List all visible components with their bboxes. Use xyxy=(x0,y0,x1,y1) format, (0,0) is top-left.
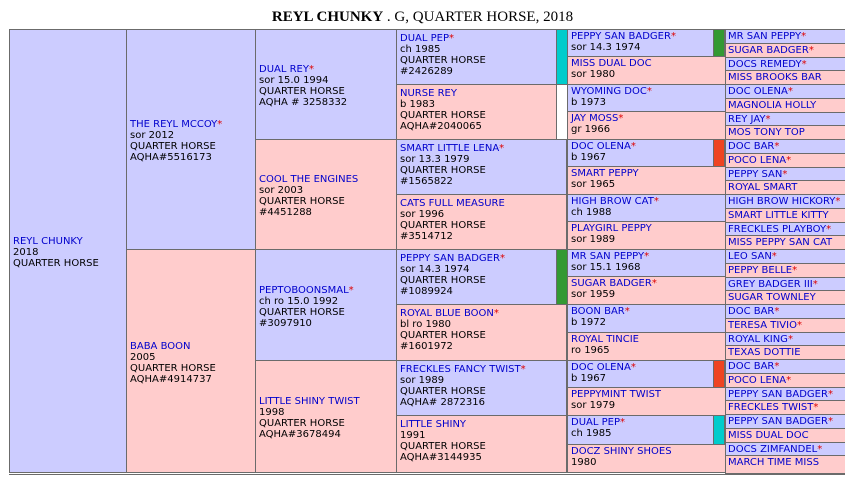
horse-detail: ch 1988 xyxy=(571,207,612,218)
horse-breed: QUARTER HORSE xyxy=(400,386,486,397)
horse-name-link[interactable]: LEO SAN xyxy=(728,251,772,262)
horse-registration: #3514712 xyxy=(400,231,453,242)
gen5-cell xyxy=(725,208,845,223)
horse-registration: AQHA#4914737 xyxy=(130,373,212,385)
horse-detail: b 1972 xyxy=(571,317,606,328)
gen5-cell xyxy=(725,345,845,360)
horse-breed: QUARTER HORSE xyxy=(259,196,345,207)
horse-detail: sor 2003 xyxy=(259,185,304,196)
horse-name-link[interactable]: SMART LITTLE KITTY xyxy=(728,210,829,221)
horse-name-link[interactable]: TERESA TIVIO xyxy=(728,320,797,331)
horse-registration: #4451288 xyxy=(259,207,312,218)
gen5-cell xyxy=(725,318,845,333)
horse-detail: sor 15.0 1994 xyxy=(259,75,329,86)
horse-registration: #1565822 xyxy=(400,176,453,187)
horse-detail: ch 1985 xyxy=(571,428,612,439)
star-marker: * xyxy=(796,320,802,331)
horse-breed: QUARTER HORSE xyxy=(400,110,486,121)
star-marker: * xyxy=(646,86,652,97)
horse-name-link[interactable]: SMART PEPPY xyxy=(571,168,639,179)
horse-name-link[interactable]: BOON BAR xyxy=(571,306,625,317)
star-marker: * xyxy=(630,362,636,373)
horse-name-link[interactable]: CATS FULL MEASURE xyxy=(400,198,505,209)
horse-detail: b 1983 xyxy=(400,99,435,110)
title-horse-name: REYL CHUNKY xyxy=(271,9,384,25)
star-marker: * xyxy=(801,59,807,70)
gen5-cell xyxy=(725,125,845,140)
horse-name-link[interactable]: PEPPY SAN BADGER xyxy=(571,31,671,42)
star-marker: * xyxy=(787,86,793,97)
horse-registration: #1089924 xyxy=(400,286,453,297)
horse-detail: 2005 xyxy=(130,351,156,363)
gen5-cell xyxy=(725,194,845,209)
horse-name-link[interactable]: MARCH TIME MISS xyxy=(728,457,820,468)
gen5-cell xyxy=(725,222,845,236)
gen5-cell xyxy=(725,98,845,113)
horse-detail: ch ro 15.0 1992 xyxy=(259,295,339,307)
gen5-cell xyxy=(725,290,845,305)
horse-name-link[interactable]: HIGH BROW CAT xyxy=(571,196,654,207)
gen5-cell xyxy=(725,359,845,374)
gen4-cell xyxy=(567,249,726,277)
gen4-cell xyxy=(567,194,726,222)
horse-breed: QUARTER HORSE xyxy=(130,141,216,152)
gen3-cell xyxy=(396,360,567,416)
star-marker: * xyxy=(651,278,657,289)
horse-name-link[interactable]: COOL THE ENGINES xyxy=(259,174,359,185)
horse-breed: QUARTER HORSE xyxy=(259,306,345,318)
inbreeding-marker-green xyxy=(713,29,725,57)
gen3-cell xyxy=(396,139,567,195)
horse-name-link[interactable]: LITTLE SHINY xyxy=(400,419,467,430)
star-marker: * xyxy=(449,33,454,44)
gen5-cell xyxy=(725,332,845,346)
star-marker: * xyxy=(309,64,314,75)
horse-name-link[interactable]: PEPPYMINT TWIST xyxy=(571,389,662,400)
horse-name-link[interactable]: DUAL REY xyxy=(259,64,309,75)
gen5-cell xyxy=(725,263,845,278)
horse-name-link[interactable]: ROYAL KING xyxy=(728,334,788,345)
horse-name-link[interactable]: FRECKLES FANCY TWIST xyxy=(400,364,521,375)
horse-name-link[interactable]: PEPPY SAN xyxy=(728,169,783,180)
gen5-cell xyxy=(725,304,845,319)
gen5-cell xyxy=(725,387,845,401)
gen5-cell xyxy=(725,277,845,291)
star-marker: * xyxy=(813,402,819,413)
horse-name-link[interactable]: MR SAN PEPPY xyxy=(571,251,645,262)
horse-name-link[interactable]: DOC OLENA xyxy=(571,362,631,373)
gen5-cell xyxy=(725,57,845,71)
horse-name-link[interactable]: HIGH BROW HICKORY xyxy=(728,196,836,207)
horse-detail: sor 15.1 1968 xyxy=(571,262,641,273)
star-marker: * xyxy=(808,45,814,56)
gen5-cell xyxy=(725,180,845,195)
star-marker: * xyxy=(801,31,807,42)
sire-name-link[interactable]: THE REYL MCCOY xyxy=(130,119,218,130)
title-details: . G, QUARTER HORSE, 2018 xyxy=(386,9,574,25)
subject-name-link[interactable]: REYL CHUNKY xyxy=(13,236,83,247)
star-marker: * xyxy=(630,141,636,152)
horse-breed: QUARTER HORSE xyxy=(400,275,486,286)
gen5-cell xyxy=(725,43,845,58)
gen3-cell xyxy=(396,29,557,85)
star-marker: * xyxy=(620,417,625,428)
horse-name-link[interactable]: GREY BADGER III xyxy=(728,279,813,290)
star-marker: * xyxy=(520,364,526,375)
star-marker: * xyxy=(835,196,841,207)
gen4-cell xyxy=(567,332,726,361)
horse-name-link[interactable]: PEPPY SAN BADGER xyxy=(728,389,828,400)
star-marker: * xyxy=(792,265,798,276)
sire-cell xyxy=(126,29,256,250)
star-marker: * xyxy=(774,141,780,152)
horse-name-link[interactable]: WYOMING DOC xyxy=(571,86,647,97)
horse-detail: sor 1979 xyxy=(571,400,616,411)
horse-registration: AQHA#2040065 xyxy=(400,121,482,132)
gen5-cell xyxy=(725,455,845,474)
horse-name-link[interactable]: POCO LENA xyxy=(728,375,787,386)
horse-name-link[interactable]: DOC OLENA xyxy=(571,141,631,152)
star-marker: * xyxy=(827,416,833,427)
gen2-cell xyxy=(255,249,397,361)
star-marker: * xyxy=(817,444,823,455)
horse-registration: AQHA# 2872316 xyxy=(400,397,485,408)
gen2-cell xyxy=(255,360,397,473)
horse-name-link[interactable]: FRECKLES TWIST xyxy=(728,402,814,413)
horse-name-link[interactable]: ROYAL TINCIE xyxy=(571,334,639,345)
star-marker: * xyxy=(499,253,505,264)
star-marker: * xyxy=(774,306,780,317)
star-marker: * xyxy=(618,113,624,124)
horse-detail: sor 1989 xyxy=(571,234,616,245)
gen5-cell xyxy=(725,139,845,154)
horse-detail: sor 1996 xyxy=(400,209,445,220)
horse-detail: 1980 xyxy=(571,457,597,468)
horse-registration: AQHA#3144935 xyxy=(400,452,482,463)
star-marker: * xyxy=(786,375,792,386)
horse-name-link[interactable]: FRECKLES PLAYBOY xyxy=(728,224,827,235)
horse-name-link[interactable]: NURSE REY xyxy=(400,88,457,99)
horse-name-link[interactable]: DOC BAR xyxy=(728,361,775,372)
gen4-cell xyxy=(567,387,726,416)
horse-breed: QUARTER HORSE xyxy=(259,418,345,429)
horse-name-link[interactable]: MISS DUAL DOC xyxy=(728,430,809,441)
table-bottom-border xyxy=(9,474,845,475)
horse-detail: sor 13.3 1979 xyxy=(400,154,470,165)
horse-name-link[interactable]: MISS PEPPY SAN CAT xyxy=(728,237,833,248)
gen5-cell xyxy=(725,249,845,264)
gen5-cell xyxy=(725,84,845,99)
horse-registration: AQHA#3678494 xyxy=(259,429,341,440)
gen3-cell xyxy=(396,249,557,305)
horse-registration: AQHA#5516173 xyxy=(130,152,212,163)
horse-name-link[interactable]: LITTLE SHINY TWIST xyxy=(259,396,360,407)
gen3-cell xyxy=(396,84,557,140)
horse-breed: QUARTER HORSE xyxy=(400,165,486,176)
horse-name-link[interactable]: POCO LENA xyxy=(728,155,787,166)
horse-name-link[interactable]: ROYAL BLUE BOON xyxy=(400,308,494,319)
gen2-cell xyxy=(255,29,397,140)
inbreeding-marker-cyan xyxy=(713,415,725,445)
horse-name-link[interactable]: MISS BROOKS BAR xyxy=(728,72,822,83)
horse-detail: sor 1989 xyxy=(400,375,445,386)
star-marker: * xyxy=(217,119,223,130)
horse-detail: bl ro 1980 xyxy=(400,319,451,330)
star-marker: * xyxy=(826,224,832,235)
horse-registration: #1601972 xyxy=(400,341,453,352)
horse-detail: 1991 xyxy=(400,430,426,441)
horse-detail: sor 1965 xyxy=(571,179,616,190)
subject-year: 2018 xyxy=(13,247,39,258)
horse-detail: b 1973 xyxy=(571,97,606,108)
gen4-cell xyxy=(567,415,714,445)
gen4-cell xyxy=(567,84,726,112)
horse-name-link[interactable]: DUAL PEP xyxy=(400,33,449,44)
gen4-cell xyxy=(567,304,726,333)
horse-breed: QUARTER HORSE xyxy=(259,86,345,97)
gen5-cell xyxy=(725,112,845,126)
gen3-cell xyxy=(396,415,567,473)
star-marker: * xyxy=(787,334,793,345)
horse-name-link[interactable]: DOC BAR xyxy=(728,306,775,317)
gen4-cell xyxy=(567,139,714,167)
star-marker: * xyxy=(499,143,505,154)
star-marker: * xyxy=(786,155,792,166)
horse-detail: sor 14.3 1974 xyxy=(400,264,470,275)
horse-name-link[interactable]: MISS DUAL DOC xyxy=(571,58,652,69)
horse-name-link[interactable]: SUGAR BADGER xyxy=(728,45,809,56)
horse-name-link[interactable]: DUAL PEP xyxy=(571,417,620,428)
star-marker: * xyxy=(644,251,650,262)
gen4-cell xyxy=(567,56,726,85)
pedigree-subject xyxy=(9,29,127,473)
star-marker: * xyxy=(348,284,354,296)
gen5-cell xyxy=(725,414,845,429)
gen3-cell xyxy=(396,194,567,250)
gen4-cell xyxy=(567,29,714,57)
horse-name-link[interactable]: SMART LITTLE LENA xyxy=(400,143,500,154)
horse-detail: ch 1985 xyxy=(400,44,441,55)
horse-breed: QUARTER HORSE xyxy=(400,55,486,66)
page-title xyxy=(0,8,845,26)
horse-name-link[interactable]: DOCS REMEDY xyxy=(728,59,802,70)
horse-name-link[interactable]: PLAYGIRL PEPPY xyxy=(571,223,652,234)
horse-breed: QUARTER HORSE xyxy=(400,330,486,341)
gen4-cell xyxy=(567,444,726,473)
star-marker: * xyxy=(827,389,833,400)
horse-name-link[interactable]: DOC OLENA xyxy=(728,86,788,97)
horse-name-link[interactable]: TEXAS DOTTIE xyxy=(728,347,801,358)
horse-breed: QUARTER HORSE xyxy=(130,362,216,374)
horse-name-link[interactable]: MAGNOLIA HOLLY xyxy=(728,100,817,111)
gen5-cell xyxy=(725,373,845,388)
horse-breed: QUARTER HORSE xyxy=(400,441,486,452)
gen3-cell xyxy=(396,304,567,361)
gen4-cell xyxy=(567,111,726,140)
gen2-cell xyxy=(255,139,397,250)
gen5-cell xyxy=(725,442,845,456)
gen5-cell xyxy=(725,235,845,250)
horse-name-link[interactable]: REY JAY xyxy=(728,114,766,125)
gen5-cell xyxy=(725,400,845,415)
horse-name-link[interactable]: MR SAN PEPPY xyxy=(728,31,802,42)
gen5-cell xyxy=(725,29,845,44)
horse-name-link[interactable]: ROYAL SMART xyxy=(728,182,798,193)
horse-name-link[interactable]: SUGAR BADGER xyxy=(571,278,652,289)
star-marker: * xyxy=(771,251,777,262)
star-marker: * xyxy=(774,361,780,372)
star-marker: * xyxy=(812,279,818,290)
horse-detail: sor 14.3 1974 xyxy=(571,42,641,53)
horse-detail: b 1967 xyxy=(571,152,606,163)
horse-name-link[interactable]: PEPPY SAN BADGER xyxy=(728,416,828,427)
horse-breed: QUARTER HORSE xyxy=(400,220,486,231)
star-marker: * xyxy=(782,169,788,180)
gen5-cell xyxy=(725,167,845,181)
star-marker: * xyxy=(765,114,771,125)
gen5-cell xyxy=(725,428,845,443)
horse-detail: b 1967 xyxy=(571,373,606,384)
subject-breed: QUARTER HORSE xyxy=(13,258,99,269)
horse-name-link[interactable]: MOS TONY TOP xyxy=(728,127,805,138)
gen5-cell xyxy=(725,70,845,85)
horse-registration: #3097910 xyxy=(259,317,312,329)
horse-detail: sor 1959 xyxy=(571,289,616,300)
horse-name-link[interactable]: SUGAR TOWNLEY xyxy=(728,292,816,303)
star-marker: * xyxy=(493,308,499,319)
horse-detail: ro 1965 xyxy=(571,345,610,356)
gen4-cell xyxy=(567,221,726,250)
star-marker: * xyxy=(624,306,630,317)
dam-cell xyxy=(126,249,256,473)
horse-registration: AQHA # 3258332 xyxy=(259,97,348,108)
horse-name-link[interactable]: PEPPY SAN BADGER xyxy=(400,253,500,264)
horse-name-link[interactable]: PEPPY BELLE xyxy=(728,265,793,276)
horse-detail: sor 1980 xyxy=(571,69,616,80)
gen4-cell xyxy=(567,276,726,305)
horse-detail: 1998 xyxy=(259,407,285,418)
gen4-cell xyxy=(567,166,726,195)
horse-detail: sor 2012 xyxy=(130,130,175,141)
horse-detail: gr 1966 xyxy=(571,124,611,135)
star-marker: * xyxy=(653,196,659,207)
horse-name-link[interactable]: PEPTOBOONSMAL xyxy=(259,284,349,296)
dam-name-link[interactable]: BABA BOON xyxy=(130,340,191,352)
gen4-cell xyxy=(567,360,714,388)
horse-name-link[interactable]: DOCS ZIMFANDEL xyxy=(728,444,818,455)
star-marker: * xyxy=(670,31,676,42)
horse-registration: #2426289 xyxy=(400,66,453,77)
horse-name-link[interactable]: DOC BAR xyxy=(728,141,775,152)
inbreeding-marker-red xyxy=(713,360,725,388)
horse-name-link[interactable]: DOCZ SHINY SHOES xyxy=(571,446,672,457)
gen5-cell xyxy=(725,153,845,168)
horse-name-link[interactable]: JAY MOSS xyxy=(571,113,619,124)
inbreeding-marker-red xyxy=(713,139,725,167)
